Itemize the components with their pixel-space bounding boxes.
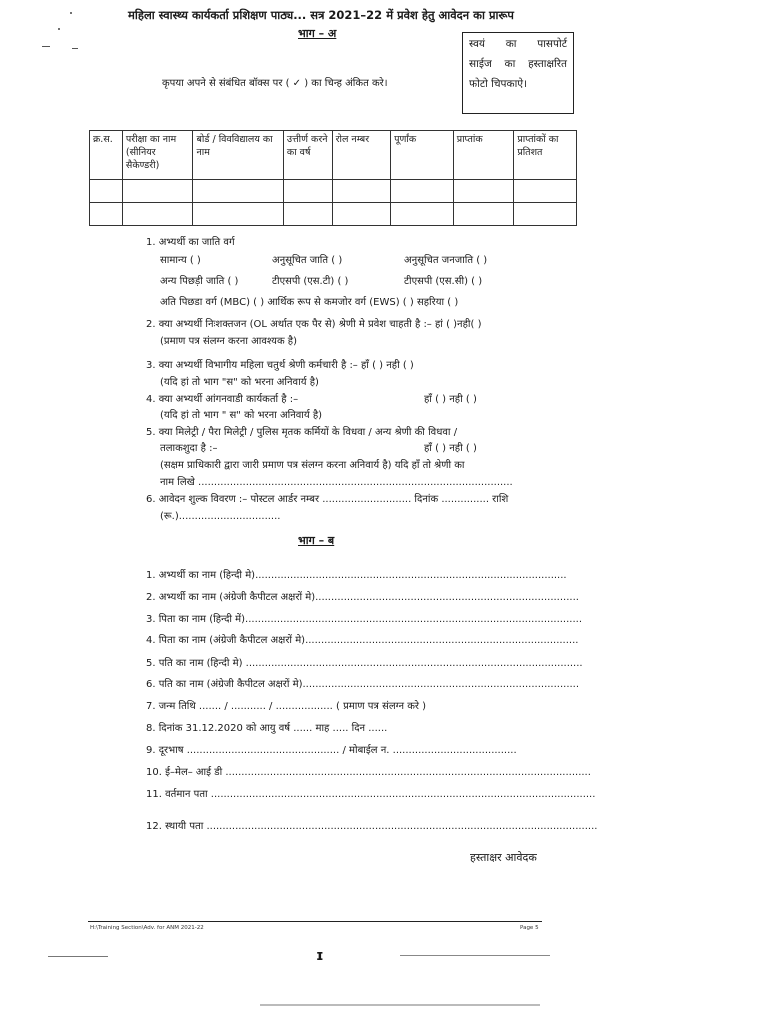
applicant-signature-label: हस्ताक्षर आवेदक [470,851,537,864]
scan-speck [72,48,78,49]
yes-no-options[interactable]: हाँ ( ) नही ( ) [424,394,477,405]
age-field[interactable]: 8. दिनांक 31.12.2020 को आयु वर्ष ...... माह ..... दिन ...... [146,723,388,734]
husband-name-hindi-field[interactable]: 5. पति का नाम (हिन्दी मे) .......................................................................................................... [146,658,583,669]
table-cell[interactable] [283,180,332,203]
table-cell[interactable] [391,180,454,203]
table-cell[interactable] [90,203,123,226]
scan-artifact [260,1004,540,1006]
table-cell[interactable] [332,203,391,226]
scan-artifact [400,955,550,956]
photo-box-line: साईज का हस्ताक्षरित [469,58,567,70]
education-table [89,130,577,226]
option-general[interactable]: सामान्य ( ) [160,255,201,266]
footer-page-number: Page 5 [520,925,539,931]
scan-speck [70,12,72,14]
option-mbc-ews-sahariya[interactable]: अति पिछडा वर्ग (MBC) ( ) आर्थिक रूप से कमजोर वर्ग (EWS) ( ) सहरिया ( ) [160,297,459,308]
question-fee-details[interactable]: 6. आवेदन शुल्क विवरण :– पोस्टल आर्डर नम्बर ............................ दिनांक ............... राशि [146,494,509,505]
permanent-address-field[interactable]: 12. स्थायी पता ........................................................................................................................... [146,821,598,832]
table-header: क्र.स. [90,131,123,180]
table-header: पूर्णांक [391,131,454,180]
question-note: (यदि हां तो भाग " स" को भरना अनिवार्य है) [160,410,323,421]
scan-speck [42,46,50,47]
table-header-row [90,131,577,180]
table-cell[interactable] [122,180,193,203]
yes-no-options[interactable]: हाँ ( ) नही ( ) [424,443,477,454]
table-header: उत्तीर्ण करने का वर्ष [283,131,332,180]
table-cell[interactable] [514,180,577,203]
table-header: रोल नम्बर [332,131,391,180]
table-cell[interactable] [332,180,391,203]
question-departmental-employee: 3. क्या अभ्यर्थी विभागीय महिला चतुर्थ श्रेणी कर्मचारी है :– हाँ ( ) नही ( ) [146,360,414,371]
tick-instruction: कृपया अपने से संबंधित बॉक्स पर ( ✓ ) का चिन्ह अंकित करे। [162,78,388,89]
table-row [90,203,577,226]
table-header: परीक्षा का नाम (सीनियर सैकेण्डरी) [122,131,193,180]
table-cell[interactable] [193,203,283,226]
photo-box-line: स्वयं का पासपोर्ट [469,38,567,50]
option-sc[interactable]: अनुसूचित जाति ( ) [272,255,343,266]
question-note: (यदि हां तो भाग "स" को भरना अनिवार्य है) [160,377,319,388]
footer-file-path: H:\Training Section\Adv. for ANM 2021-22 [90,925,204,931]
scan-speck [58,28,60,30]
table-cell[interactable] [453,203,514,226]
table-cell[interactable] [193,180,283,203]
option-obc[interactable]: अन्य पिछड़ी जाति ( ) [160,276,239,287]
email-field[interactable]: 10. ई–मेल– आई डी ................................................................................................................... [146,767,591,778]
question-caste: 1. अभ्यर्थी का जाति वर्ग [146,237,235,248]
table-header: प्राप्तांक [453,131,514,180]
date-of-birth-field[interactable]: 7. जन्म तिथि ....... / ........... / .................. ( प्रमाण पत्र संलग्न करे ) [146,701,427,712]
table-header: बोर्ड / विवविद्यालय का नाम [193,131,283,180]
scan-artifact: ɪ [316,948,324,964]
table-header: प्राप्तांकों का प्रतिशत [514,131,577,180]
husband-name-english-field[interactable]: 6. पति का नाम (अंग्रेजी कैपीटल अक्षरों मे)....................................................................................... [146,679,580,690]
photo-box-line: फोटो चिपकाऐ। [469,78,528,90]
table-cell[interactable] [391,203,454,226]
candidate-name-english-field[interactable]: 2. अभ्यर्थी का नाम (अंग्रेजी कैपीटल अक्षरों मे)................................................................................... [146,592,579,603]
question-widow: 5. क्या मिलेट्री / पैरा मिलेट्री / पुलिस मृतक कर्मियों के विधवा / अन्य श्रेणी की विधवा / [146,427,458,438]
fee-amount-field[interactable]: (रू.)................................ [160,511,281,522]
table-row [90,180,577,203]
scan-artifact [48,956,108,957]
current-address-field[interactable]: 11. वर्तमान पता ......................................................................................................................... [146,789,596,800]
phone-mobile-field[interactable]: 9. दूरभाष ................................................ / मोबाईल न. ....................................... [146,745,517,756]
candidate-name-hindi-field[interactable]: 1. अभ्यर्थी का नाम (हिन्दी मे).................................................................................................. [146,570,567,581]
part-a-heading: भाग – अ [298,27,337,40]
father-name-hindi-field[interactable]: 3. पिता का नाम (हिन्दी में).......................................................................................................... [146,614,583,625]
question-line: तलाकशुदा है :– [160,443,218,454]
question-note: (प्रमाण पत्र संलग्न करना आवश्यक है) [160,336,298,347]
question-anganwadi: 4. क्या अभ्यर्थी आंगनवाडी कार्यकर्ता है :– [146,394,299,405]
passport-photo-box [462,32,574,114]
option-tsp-st[interactable]: टीएसपी (एस.टी) ( ) [272,276,349,287]
option-st[interactable]: अनुसूचित जनजाति ( ) [404,255,488,266]
table-cell[interactable] [453,180,514,203]
father-name-english-field[interactable]: 4. पिता का नाम (अंग्रेजी कैपीटल अक्षरों मे)...................................................................................... [146,635,579,646]
table-cell[interactable] [283,203,332,226]
option-tsp-sc[interactable]: टीएसपी (एस.सी) ( ) [404,276,483,287]
table-cell[interactable] [514,203,577,226]
footer-divider [88,921,542,922]
question-disability: 2. क्या अभ्यर्थी निःशक्तजन (OL अर्थात एक पैर से) श्रेणी मे प्रवेश चाहती है :– हां ( )नही( ) [146,319,482,330]
form-title: महिला स्वास्थ्य कार्यकर्ता प्रशिक्षण पाठ्य... सत्र 2021–22 में प्रवेश हेतु आवेदन का प्रारूप [128,8,514,22]
table-cell[interactable] [90,180,123,203]
part-b-heading: भाग – ब [298,534,335,547]
table-cell[interactable] [122,203,193,226]
question-note: (सक्षम प्राधिकारी द्वारा जारी प्रमाण पत्र संलग्न करना अनिवार्य है) यदि हाँ तो श्रेणी का [160,460,465,471]
category-name-field[interactable]: नाम लिखे ................................................................................................... [160,477,513,488]
